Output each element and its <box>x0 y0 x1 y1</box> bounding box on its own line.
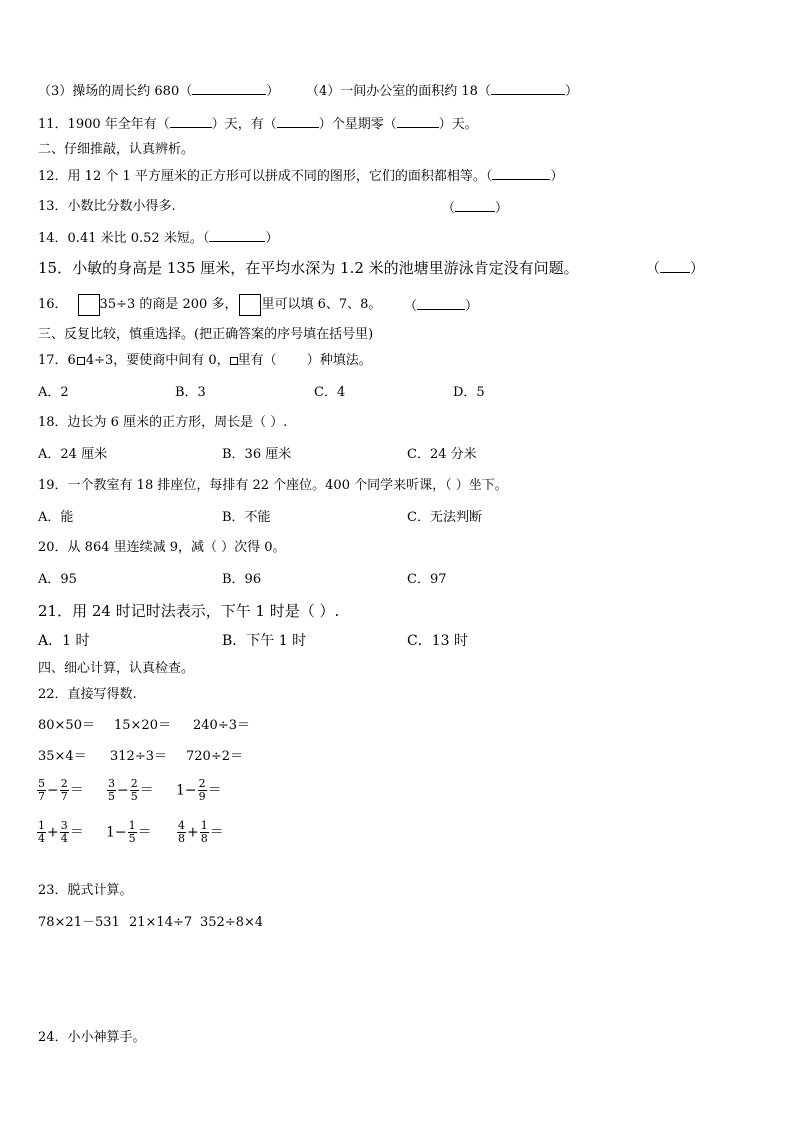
q10-part4-line <box>306 81 578 101</box>
calc-item: 21×14÷7 <box>129 915 193 930</box>
fraction: $\frac{3}{5}$ <box>108 777 115 803</box>
q17-text-b: 4÷3，要使商中间有 0， <box>85 353 230 368</box>
q15-answer <box>646 259 704 278</box>
calc-item: 78×21－531 <box>38 915 120 930</box>
q10-part3: （3）操场的周长约 680（ <box>38 84 193 99</box>
calc-item: 720÷2＝ <box>186 749 243 764</box>
q17-text-a: 17．6 <box>38 353 76 368</box>
question-13: 13．小数比分数小得多. <box>38 199 176 214</box>
answer-blank[interactable] <box>397 114 439 128</box>
question-21: 21．用 24 时记时法表示，下午 1 时是（ ）. <box>38 602 340 620</box>
calc-item: 352÷8×4 <box>200 915 264 930</box>
q17-option-a[interactable]: A．2 <box>38 385 69 400</box>
fraction-item: $\frac{1}{4}$ + $\frac{3}{4}$ ＝ <box>38 819 84 845</box>
answer-blank[interactable] <box>660 259 690 273</box>
q10-line <box>38 81 279 101</box>
q17-text-c: 里有（ <box>237 353 277 368</box>
q11-text-b: ）天，有（ <box>211 117 277 132</box>
calc-item: 312÷3＝ <box>110 749 167 764</box>
q18-option-b[interactable]: B．36 厘米 <box>222 447 292 462</box>
paren-open: （ <box>404 299 418 314</box>
answer-blank[interactable] <box>455 198 495 212</box>
paren-close: ） <box>564 84 578 99</box>
fraction: $\frac{3}{4}$ <box>60 819 68 845</box>
answer-blank[interactable] <box>192 81 266 95</box>
q18-option-a[interactable]: A．24 厘米 <box>38 447 108 462</box>
q19-option-b[interactable]: B．不能 <box>222 510 271 525</box>
q18-option-c[interactable]: C．24 分米 <box>407 447 477 462</box>
q11-text-a: 11．1900 年全年有（ <box>38 117 170 132</box>
q10-part4: （4）一间办公室的面积约 18（ <box>306 84 491 99</box>
question-23-title: 23．脱式计算。 <box>38 883 133 898</box>
q16-number: 16． <box>38 297 68 312</box>
paren-close: ） <box>550 169 564 184</box>
section-3-heading: 三、反复比较，慎重选择。(把正确答案的序号填在括号里) <box>38 327 374 342</box>
paren-close: ） <box>690 261 704 277</box>
paren-close: ） <box>495 201 509 216</box>
q16-text-b: 35÷3 的商是 200 多， <box>99 297 238 312</box>
question-17 <box>38 352 372 370</box>
fraction-item: $\frac{4}{8}$ + $\frac{1}{8}$ ＝ <box>178 819 224 845</box>
fraction-item: $\frac{5}{7}$ − $\frac{2}{7}$ ＝ <box>38 777 84 803</box>
calc-item: 15×20＝ <box>114 718 171 733</box>
question-22-title: 22．直接写得数. <box>38 687 137 702</box>
q16-answer <box>404 296 478 316</box>
section-2-heading: 二、仔细推敲，认真辨析。 <box>38 142 195 157</box>
question-15: 15．小敏的身高是 135 厘米，在平均水深为 1.2 米的池塘里游泳肯定没有问题。 <box>38 259 579 277</box>
fraction: $\frac{4}{8}$ <box>178 819 185 845</box>
answer-blank[interactable] <box>417 296 465 310</box>
q16-text-c: 里可以填 6、7、8。 <box>261 297 382 312</box>
fraction: $\frac{1}{5}$ <box>128 819 136 845</box>
answer-blank[interactable] <box>277 114 319 128</box>
fraction: $\frac{2}{5}$ <box>130 777 138 803</box>
paren-open: （ <box>442 201 456 216</box>
paren-close: ） <box>265 231 279 246</box>
blank-square-icon <box>230 357 238 365</box>
paren-close: ） <box>465 299 479 314</box>
answer-blank[interactable] <box>491 81 565 95</box>
q14-text: 14．0.41 米比 0.52 米短。（ <box>38 231 210 246</box>
question-16 <box>38 292 381 318</box>
q17-option-c[interactable]: C．4 <box>314 385 346 400</box>
q12-text: 12．用 12 个 1 平方厘米的正方形可以拼成不同的图形，它们的面积都相等。（ <box>38 169 493 184</box>
fill-in-box[interactable] <box>78 294 100 316</box>
paren-close: ） <box>266 84 280 99</box>
question-11 <box>38 114 478 134</box>
q21-option-a[interactable]: A．1 时 <box>38 633 90 649</box>
calc-item: 240÷3＝ <box>193 718 250 733</box>
fraction-item: 1− $\frac{2}{9}$ ＝ <box>176 777 222 803</box>
fraction: $\frac{1}{4}$ <box>38 819 45 845</box>
calc-item: 35×4＝ <box>38 749 87 764</box>
question-24-title: 24．小小神算手。 <box>38 1030 146 1045</box>
question-12 <box>38 166 563 186</box>
q13-answer <box>442 198 508 218</box>
q19-option-a[interactable]: A．能 <box>38 510 74 525</box>
fraction: $\frac{1}{8}$ <box>200 819 208 845</box>
q20-option-a[interactable]: A．95 <box>38 572 77 587</box>
q20-option-b[interactable]: B．96 <box>222 572 262 587</box>
paren-open: （ <box>646 261 660 277</box>
q20-option-c[interactable]: C．97 <box>407 572 447 587</box>
q17-text-d: ）种填法。 <box>306 353 372 368</box>
question-19: 19．一个教室有 18 排座位，每排有 22 个座位。400 个同学来听课，（ ）坐下。 <box>38 478 508 493</box>
answer-blank[interactable] <box>170 114 212 128</box>
fraction-item: 1− $\frac{1}{5}$ ＝ <box>106 819 152 845</box>
q17-option-d[interactable]: D．5 <box>453 385 485 400</box>
fraction-item: $\frac{3}{5}$ − $\frac{2}{5}$ ＝ <box>108 777 154 803</box>
q11-text-c: ）个星期零（ <box>318 117 397 132</box>
question-14 <box>38 228 278 248</box>
fraction: $\frac{5}{7}$ <box>38 777 45 803</box>
section-4-heading: 四、细心计算，认真检查。 <box>38 661 195 676</box>
question-18: 18．边长为 6 厘米的正方形，周长是（ ）. <box>38 415 288 430</box>
blank-square-icon <box>77 357 85 365</box>
fraction: $\frac{2}{9}$ <box>198 777 206 803</box>
fill-in-box[interactable] <box>239 294 261 316</box>
q21-option-c[interactable]: C．13 时 <box>407 633 468 649</box>
fraction: $\frac{2}{7}$ <box>60 777 68 803</box>
answer-blank[interactable] <box>492 166 550 180</box>
q17-option-b[interactable]: B．3 <box>175 385 206 400</box>
q19-option-c[interactable]: C．无法判断 <box>407 510 482 525</box>
question-20: 20．从 864 里连续减 9，减（ ）次得 0。 <box>38 540 286 555</box>
calc-item: 80×50＝ <box>38 718 95 733</box>
q21-option-b[interactable]: B．下午 1 时 <box>222 633 307 649</box>
q11-text-d: ）天。 <box>438 117 478 132</box>
answer-blank[interactable] <box>209 228 265 242</box>
